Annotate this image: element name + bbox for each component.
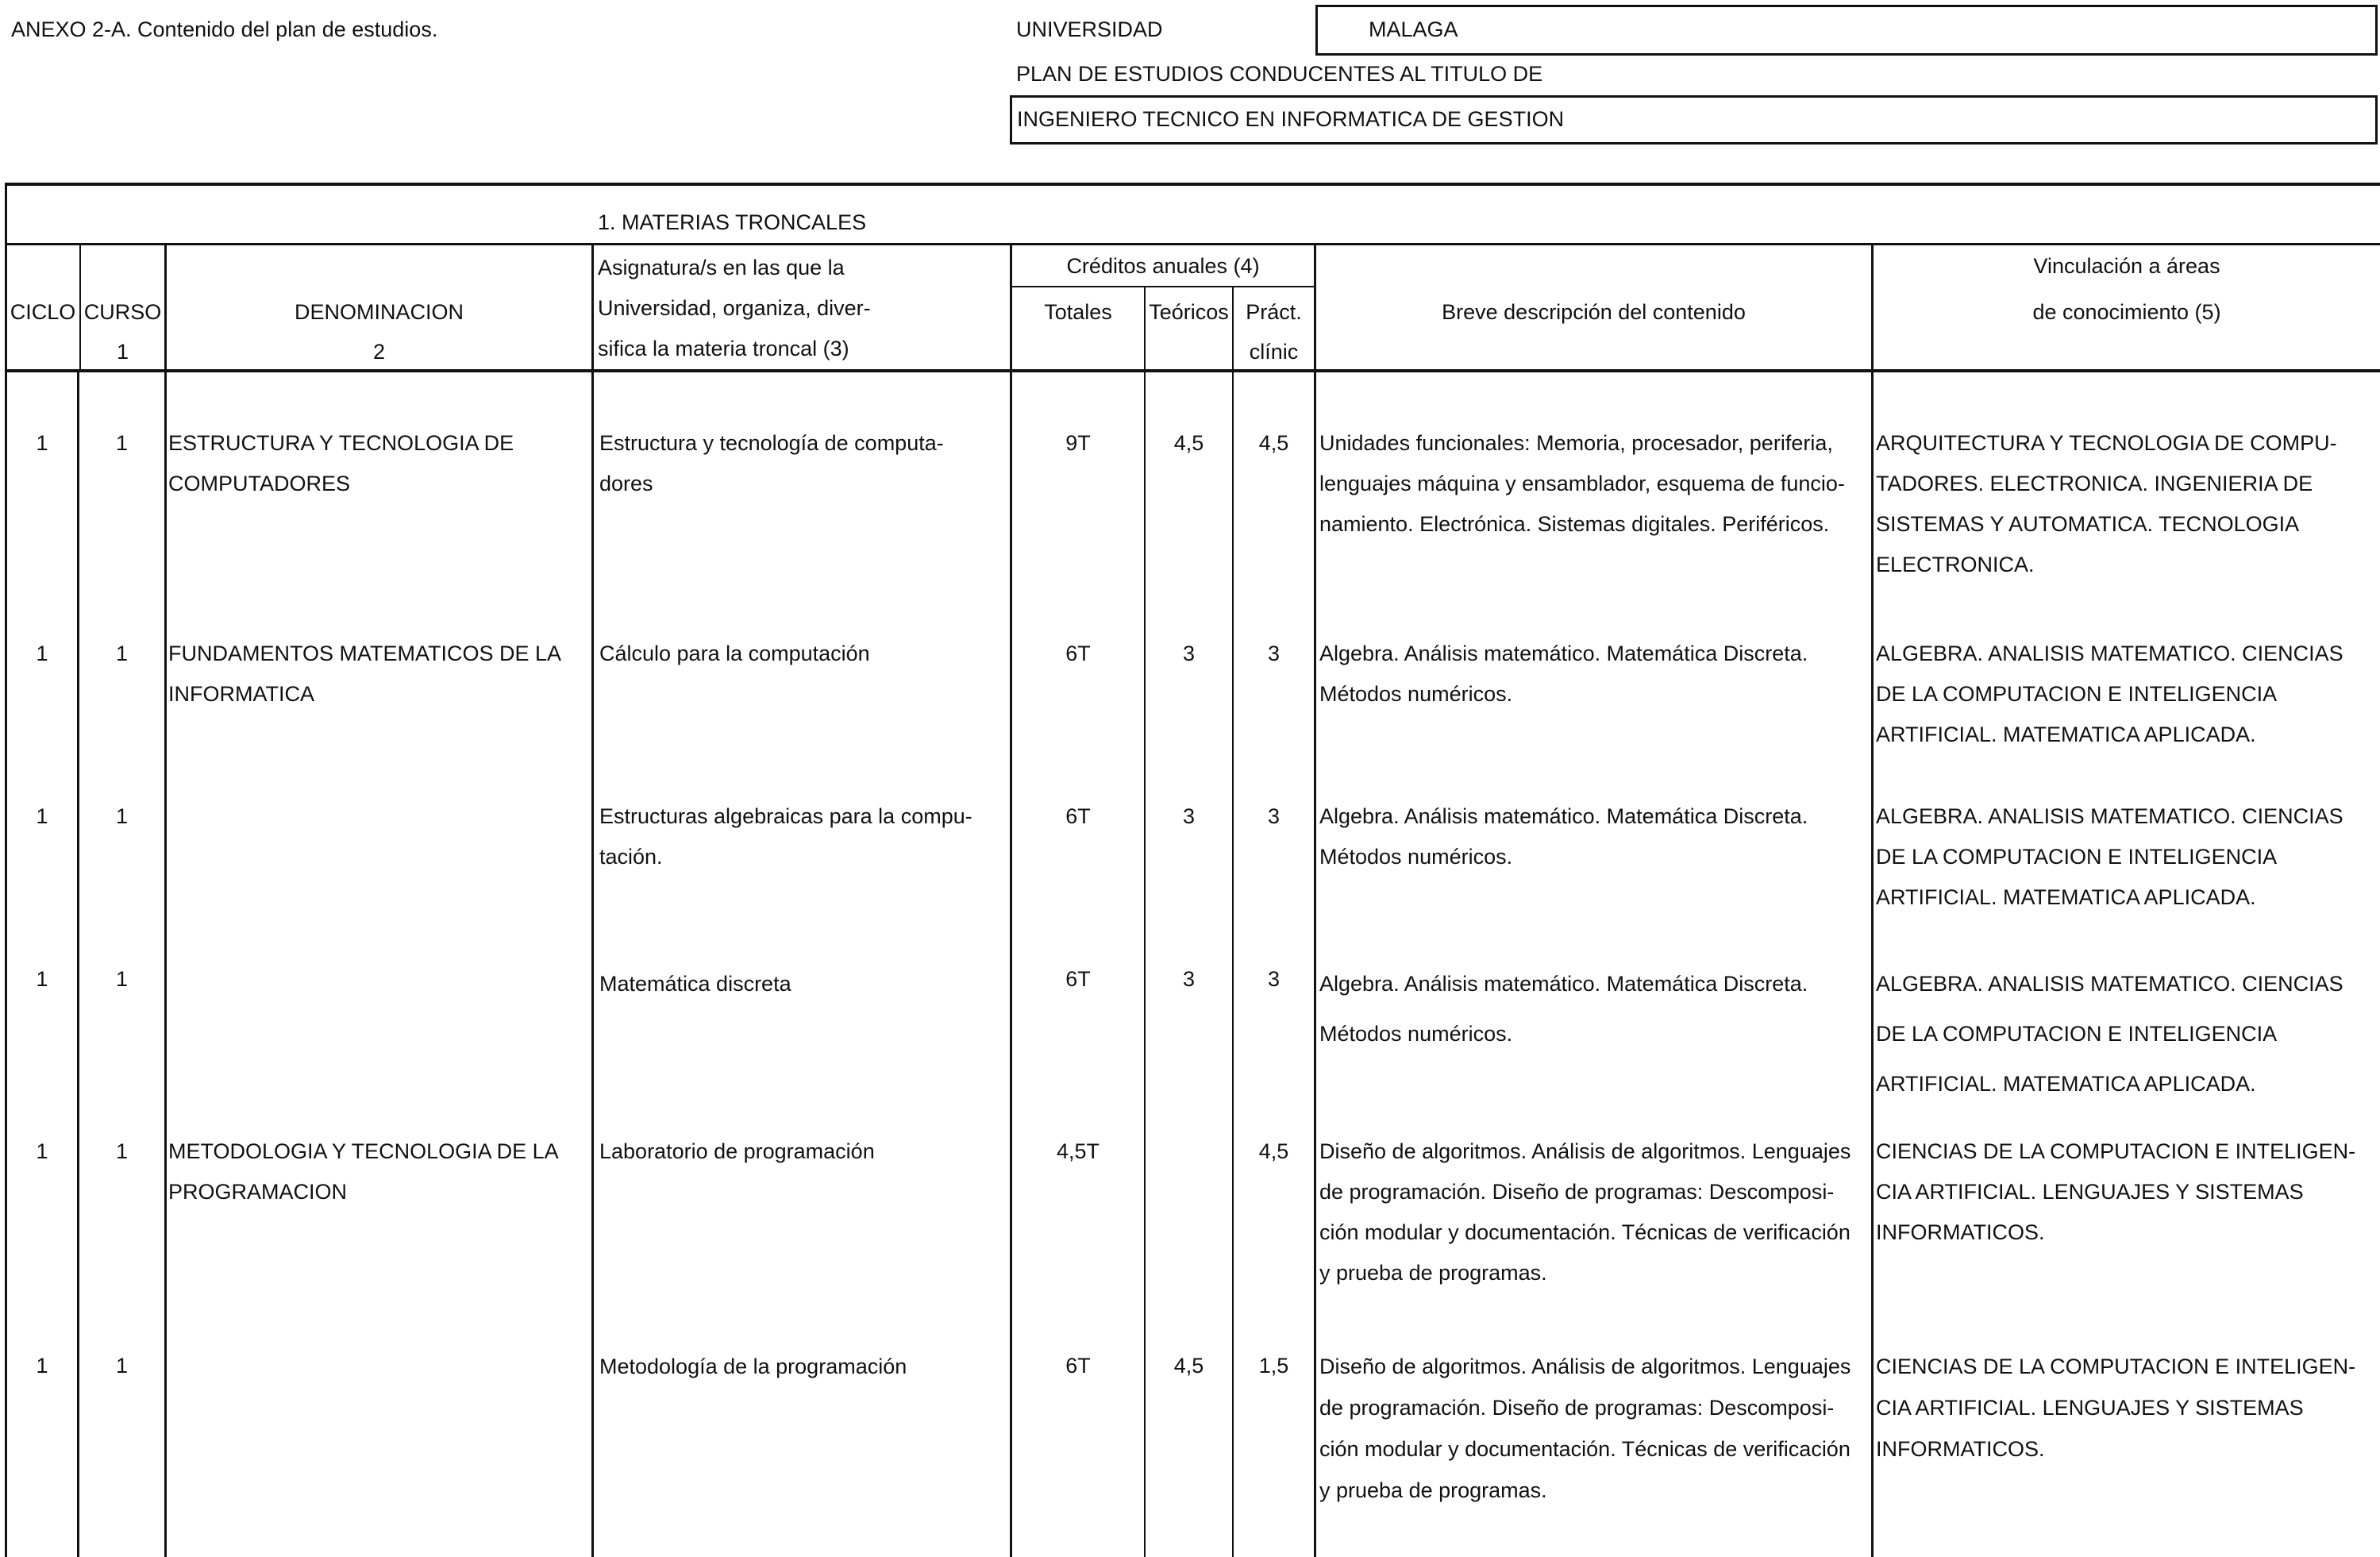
cell-asignatura [599, 959, 791, 1009]
cell-denominacion-line: FUNDAMENTOS MATEMATICOS DE LA [168, 642, 562, 665]
cell-vinculacion-line: CIA ARTIFICIAL. LENGUAJES Y SISTEMAS [1876, 1180, 2304, 1204]
cell-descripcion [1319, 959, 1808, 1059]
cell-teoricos: 3 [1182, 804, 1196, 828]
cell-asignatura [599, 634, 870, 674]
cell-descripcion-line: namiento. Electrónica. Sistemas digitales. Periféricos. [1319, 512, 1830, 536]
cell-asignatura-line: tación. [599, 845, 663, 869]
col-practicos-line2: clínic [1249, 340, 1299, 364]
cell-vinculacion-line: ARTIFICIAL. MATEMATICA APLICADA. [1876, 1072, 2256, 1096]
col-denominacion: DENOMINACION [294, 300, 464, 324]
cell-descripcion-line: de programación. Diseño de programas: Descomposi- [1319, 1180, 1835, 1204]
cell-asignatura-line: Cálculo para la computación [599, 642, 870, 665]
cell-vinculacion-line: DE LA COMPUTACION E INTELIGENCIA [1876, 1022, 2278, 1046]
cell-vinculacion-line: DE LA COMPUTACION E INTELIGENCIA [1876, 845, 2278, 869]
col-vinculacion: Vinculación a áreas [2033, 254, 2220, 278]
cell-vinculacion-line: CIENCIAS DE LA COMPUTACION E INTELIGEN- [1876, 1355, 2356, 1378]
cell-descripcion-line: y prueba de programas. [1319, 1261, 1547, 1285]
cell-totales: 6T [1065, 1354, 1091, 1378]
col-totales: Totales [1044, 300, 1112, 324]
degree-title: INGENIERO TECNICO EN INFORMATICA DE GESTION [1017, 107, 1565, 131]
cell-curso: 1 [115, 1354, 129, 1378]
col-creditos: Créditos anuales (4) [1066, 254, 1260, 278]
cell-vinculacion-line: SISTEMAS Y AUTOMATICA. TECNOLOGIA [1876, 512, 2300, 536]
cell-denominacion [168, 634, 561, 715]
cell-ciclo: 1 [36, 967, 48, 991]
cell-descripcion-line: de programación. Diseño de programas: Descomposi- [1319, 1396, 1835, 1420]
cell-vinculacion-line: ALGEBRA. ANALISIS MATEMATICO. CIENCIAS [1876, 804, 2343, 828]
col-curso-number: 1 [116, 340, 129, 364]
cell-vinculacion-line: INFORMATICOS. [1876, 1220, 2045, 1244]
cell-practicos: 4,5 [1258, 1139, 1289, 1163]
col-curso: CURSO [83, 300, 162, 324]
cell-ciclo: 1 [36, 1354, 48, 1378]
cell-asignatura-line: Metodología de la programación [599, 1355, 907, 1378]
cell-descripcion-line: Algebra. Análisis matemático. Matemática Discreta. [1319, 804, 1808, 828]
cell-vinculacion-line: ARTIFICIAL. MATEMATICA APLICADA. [1876, 885, 2256, 909]
cell-curso: 1 [115, 431, 129, 455]
cell-vinculacion-line: ALGEBRA. ANALISIS MATEMATICO. CIENCIAS [1876, 972, 2343, 996]
university-value: MALAGA [1369, 17, 1458, 41]
cell-asignatura [599, 1346, 907, 1387]
cell-practicos: 3 [1267, 642, 1281, 665]
cell-vinculacion [1876, 423, 2337, 585]
col-teoricos: Teóricos [1149, 300, 1229, 324]
cell-descripcion-line: Diseño de algoritmos. Análisis de algoritmos. Lenguajes [1319, 1139, 1851, 1163]
cell-asignatura-line: Estructura y tecnología de computa- [599, 431, 944, 455]
cell-descripcion-line: y prueba de programas. [1319, 1478, 1547, 1502]
degree-box [1010, 95, 2378, 145]
cell-denominacion-line: INFORMATICA [168, 682, 314, 706]
cell-descripcion-line: Métodos numéricos. [1319, 845, 1513, 869]
cell-vinculacion-line: ALGEBRA. ANALISIS MATEMATICO. CIENCIAS [1876, 642, 2343, 665]
col-vinculacion-line2: de conocimiento (5) [2032, 300, 2221, 324]
cell-descripcion-line: ción modular y documentación. Técnicas de verificación [1319, 1220, 1850, 1244]
col-denominacion-number: 2 [372, 340, 386, 364]
cell-ciclo: 1 [36, 804, 48, 828]
cell-vinculacion-line: INFORMATICOS. [1876, 1437, 2045, 1461]
cell-vinculacion-line: DE LA COMPUTACION E INTELIGENCIA [1876, 682, 2278, 706]
cell-vinculacion-line: ELECTRONICA. [1876, 553, 2035, 576]
cell-curso: 1 [115, 967, 129, 991]
cell-descripcion-line: Algebra. Análisis matemático. Matemática Discreta. [1319, 642, 1808, 665]
cell-descripcion-line: Algebra. Análisis matemático. Matemática Discreta. [1319, 972, 1808, 996]
cell-ciclo: 1 [36, 431, 48, 455]
cell-asignatura-line: Laboratorio de programación [599, 1139, 875, 1163]
cell-totales: 9T [1065, 431, 1091, 455]
cell-teoricos: 3 [1182, 642, 1196, 665]
col-descripcion: Breve descripción del contenido [1442, 300, 1746, 324]
cell-asignatura [599, 1131, 875, 1172]
cell-vinculacion-line: TADORES. ELECTRONICA. INGENIERIA DE [1876, 472, 2313, 495]
col-ciclo: CICLO [10, 300, 76, 324]
cell-denominacion-line: PROGRAMACION [168, 1180, 348, 1204]
cell-asignatura [599, 796, 972, 877]
cell-denominacion-line: METODOLOGIA Y TECNOLOGIA DE LA [168, 1139, 559, 1163]
university-box [1315, 5, 2378, 56]
cell-vinculacion [1876, 796, 2343, 918]
col-asignatura-line: sifica la materia troncal (3) [598, 337, 849, 360]
cell-descripcion-line: Diseño de algoritmos. Análisis de algoritmos. Lenguajes [1319, 1355, 1851, 1378]
cell-vinculacion-line: ARTIFICIAL. MATEMATICA APLICADA. [1876, 723, 2256, 746]
cell-teoricos: 3 [1182, 967, 1196, 991]
cell-vinculacion-line: ARQUITECTURA Y TECNOLOGIA DE COMPU- [1876, 431, 2337, 455]
cell-asignatura-line: Estructuras algebraicas para la compu- [599, 804, 972, 828]
annex-title: ANEXO 2-A. Contenido del plan de estudios. [11, 17, 438, 41]
cell-denominacion-line: ESTRUCTURA Y TECNOLOGIA DE [168, 431, 514, 455]
plan-label: PLAN DE ESTUDIOS CONDUCENTES AL TITULO DE [1016, 62, 1543, 86]
cell-practicos: 4,5 [1258, 431, 1289, 455]
col-asignatura [598, 248, 871, 369]
university-label: UNIVERSIDAD [1016, 17, 1163, 41]
cell-descripcion [1319, 423, 1845, 545]
cell-vinculacion-line: CIENCIAS DE LA COMPUTACION E INTELIGEN- [1876, 1139, 2356, 1163]
section-title: 1. MATERIAS TRONCALES [598, 210, 867, 234]
cell-asignatura [599, 423, 944, 504]
cell-descripcion-line: Métodos numéricos. [1319, 1022, 1513, 1046]
cell-totales: 6T [1065, 967, 1091, 991]
col-practicos: Práct. [1246, 300, 1302, 324]
cell-descripcion [1319, 796, 1808, 877]
cell-descripcion-line: ción modular y documentación. Técnicas de verificación [1319, 1437, 1850, 1461]
cell-descripcion-line: Unidades funcionales: Memoria, procesador, periferia, [1319, 431, 1833, 455]
cell-vinculacion [1876, 634, 2343, 755]
cell-practicos: 1,5 [1258, 1354, 1289, 1378]
cell-denominacion [168, 423, 514, 504]
cell-teoricos: 4,5 [1173, 1354, 1204, 1378]
cell-totales: 6T [1065, 804, 1091, 828]
cell-curso: 1 [115, 642, 129, 665]
cell-totales: 6T [1065, 642, 1091, 665]
cell-descripcion-line: Métodos numéricos. [1319, 682, 1513, 706]
cell-curso: 1 [115, 804, 129, 828]
cell-vinculacion-line: CIA ARTIFICIAL. LENGUAJES Y SISTEMAS [1876, 1396, 2304, 1420]
cell-vinculacion [1876, 1346, 2355, 1470]
cell-ciclo: 1 [36, 1139, 48, 1163]
cell-asignatura-line: Matemática discreta [599, 972, 791, 996]
cell-practicos: 3 [1267, 967, 1281, 991]
cell-descripcion [1319, 1346, 1850, 1511]
cell-descripcion-line: lenguajes máquina y ensamblador, esquema de funcio- [1319, 472, 1845, 495]
cell-totales: 4,5T [1056, 1139, 1100, 1163]
cell-ciclo: 1 [36, 642, 48, 665]
cell-curso: 1 [115, 1139, 129, 1163]
cell-vinculacion [1876, 1131, 2355, 1253]
cell-descripcion [1319, 1131, 1850, 1293]
col-asignatura-line: Asignatura/s en las que la [598, 256, 845, 279]
cell-teoricos: 4,5 [1173, 431, 1204, 455]
cell-denominacion-line: COMPUTADORES [168, 472, 351, 495]
cell-vinculacion [1876, 959, 2343, 1109]
cell-denominacion [168, 1131, 559, 1212]
cell-practicos: 3 [1267, 804, 1281, 828]
cell-asignatura-line: dores [599, 472, 653, 495]
cell-descripcion [1319, 634, 1808, 715]
col-asignatura-line: Universidad, organiza, diver- [598, 296, 871, 320]
